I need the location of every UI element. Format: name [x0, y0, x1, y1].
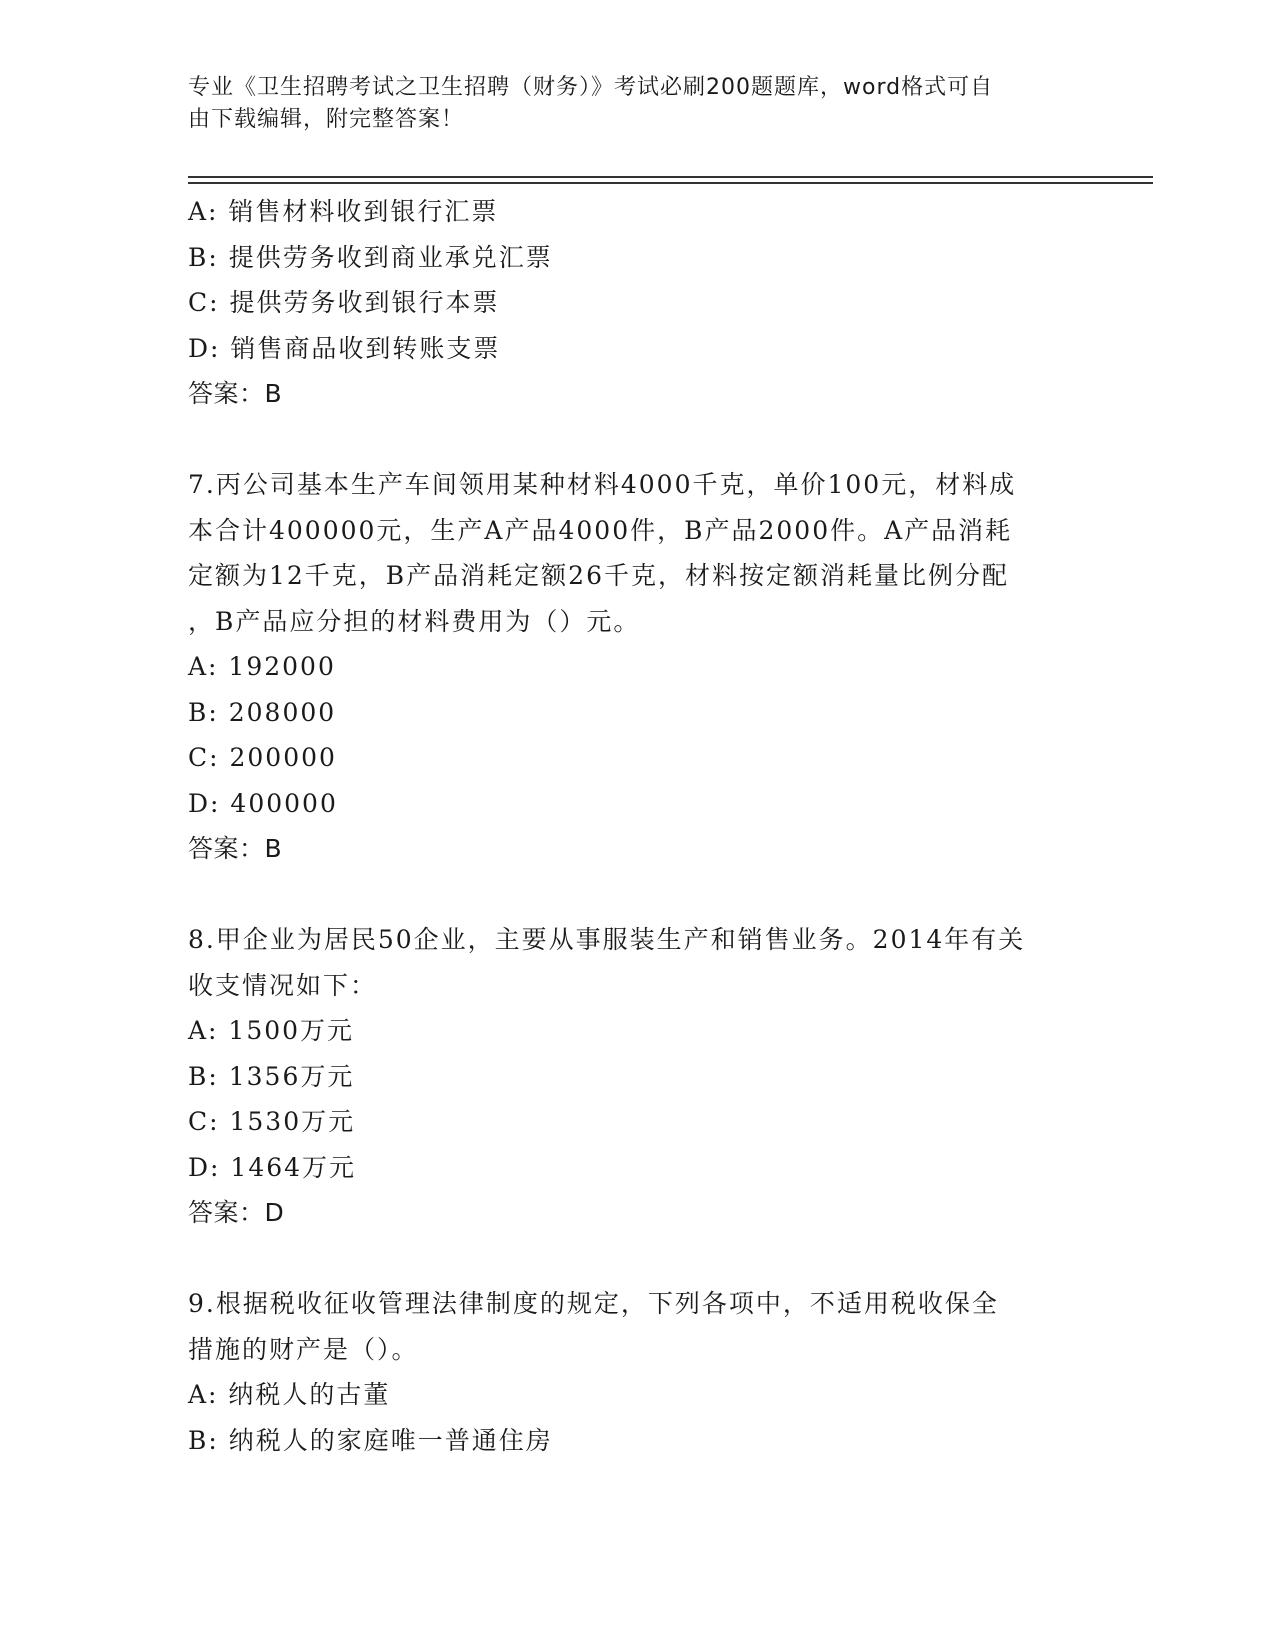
- stem-line: ，B产品应分担的材料费用为（）元。: [188, 606, 641, 636]
- header-divider-top: [188, 176, 1153, 178]
- option-b: B: 纳税人的家庭唯一普通住房: [188, 1425, 553, 1455]
- question-8: [188, 917, 1088, 1236]
- header-line-1: 专业《卫生招聘考试之卫生招聘（财务）》考试必刷200题题库，word格式可自: [188, 75, 994, 100]
- question-7: [188, 462, 1088, 872]
- answer-line: 答案：B: [188, 379, 283, 408]
- option-a: A: 销售材料收到银行汇票: [188, 197, 499, 226]
- stem-line: 本合计400000元，生产A产品4000件，B产品2000件。A产品消耗: [188, 515, 1013, 545]
- stem-line: 9.根据税收征收管理法律制度的规定，下列各项中，不适用税收保全: [188, 1289, 999, 1318]
- stem-line: 7.丙公司基本生产车间领用某种材料4000千克，单价100元，材料成: [188, 470, 1017, 499]
- header-divider-bottom: [188, 182, 1153, 184]
- option-a: A: 1500万元: [188, 1016, 355, 1045]
- document-header: [188, 72, 1068, 136]
- question-6: [188, 189, 1088, 417]
- spacer: [188, 417, 1088, 463]
- option-a: A: 192000: [188, 652, 336, 681]
- spacer: [188, 1236, 1088, 1282]
- option-b: B: 208000: [188, 697, 337, 727]
- option-c: C: 1530万元: [188, 1107, 356, 1136]
- option-d: D: 销售商品收到转账支票: [188, 333, 501, 363]
- question-stem: [188, 462, 1088, 644]
- answer-line: 答案：D: [188, 1198, 285, 1227]
- stem-line: 定额为12千克，B产品消耗定额26千克，材料按定额消耗量比例分配: [188, 561, 1009, 590]
- question-stem: [188, 917, 1088, 1008]
- question-stem: [188, 1281, 1088, 1372]
- option-d: D: 1464万元: [188, 1152, 357, 1182]
- option-b: B: 1356万元: [188, 1061, 355, 1091]
- header-line-2: 由下载编辑，附完整答案！: [188, 107, 465, 132]
- spacer: [188, 872, 1088, 918]
- option-b: B: 提供劳务收到商业承兑汇票: [188, 242, 553, 272]
- option-a: A: 纳税人的古董: [188, 1380, 391, 1409]
- answer-line: 答案：B: [188, 834, 283, 863]
- stem-line: 8.甲企业为居民50企业，主要从事服装生产和销售业务。2014年有关: [188, 925, 1026, 954]
- question-9: [188, 1281, 1088, 1463]
- option-c: C: 提供劳务收到银行本票: [188, 288, 500, 317]
- stem-line: 收支情况如下：: [188, 970, 378, 1000]
- question-content: [188, 189, 1088, 1463]
- option-c: C: 200000: [188, 743, 337, 772]
- option-d: D: 400000: [188, 788, 338, 818]
- stem-line: 措施的财产是（）。: [188, 1334, 419, 1364]
